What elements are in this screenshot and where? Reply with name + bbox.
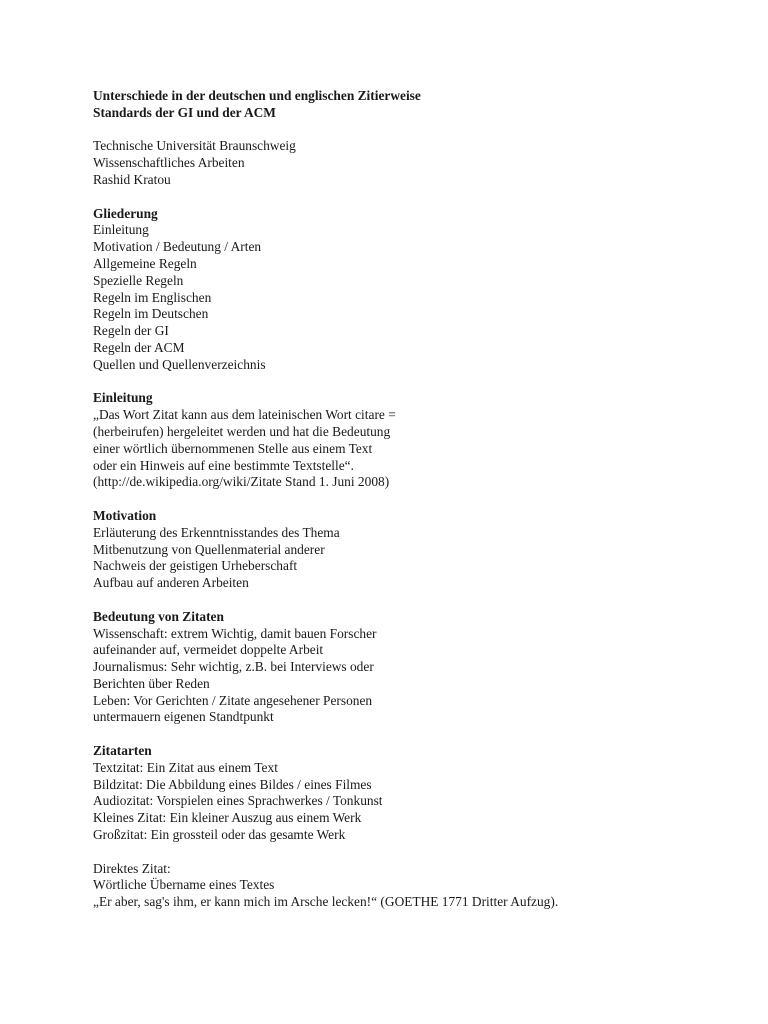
document-page bbox=[93, 88, 713, 911]
outline-item: Regeln im Deutschen bbox=[93, 306, 209, 322]
outline-item: Allgemeine Regeln bbox=[93, 255, 197, 271]
paragraph-line: Großzitat: Ein grossteil oder das gesamte Werk bbox=[93, 827, 346, 843]
spacer bbox=[93, 491, 713, 508]
paragraph-line: Wissenschaft: extrem Wichtig, damit bauen Forscher bbox=[93, 625, 377, 641]
document-title: Unterschiede in der deutschen und englischen Zitierweise bbox=[93, 88, 421, 103]
spacer bbox=[93, 122, 713, 139]
quote-example: „Er aber, sag's ihm, er kann mich im Arsche lecken!“ (GOETHE 1771 Dritter Aufzug). bbox=[93, 894, 559, 910]
paragraph-line: einer wörtlich übernommenen Stelle aus einem Text bbox=[93, 440, 373, 456]
spacer bbox=[93, 374, 713, 391]
outline-item: Regeln im Englischen bbox=[93, 289, 212, 305]
citation-source: (http://de.wikipedia.org/wiki/Zitate Stand 1. Juni 2008) bbox=[93, 474, 390, 490]
paragraph-line: Journalismus: Sehr wichtig, z.B. bei Interviews oder bbox=[93, 659, 374, 675]
spacer bbox=[93, 844, 713, 861]
paragraph-line: Leben: Vor Gerichten / Zitate angesehener Personen bbox=[93, 692, 373, 708]
paragraph-line: Kleines Zitat: Ein kleiner Auszug aus einem Werk bbox=[93, 810, 362, 826]
spacer bbox=[93, 726, 713, 743]
direktes-zitat-label: Direktes Zitat: bbox=[93, 860, 171, 876]
course-name: Wissenschaftliches Arbeiten bbox=[93, 155, 245, 171]
spacer bbox=[93, 592, 713, 609]
paragraph-line: Audiozitat: Vorspielen eines Sprachwerkes / Tonkunst bbox=[93, 793, 383, 809]
outline-item: Regeln der GI bbox=[93, 323, 169, 339]
paragraph-line: „Das Wort Zitat kann aus dem lateinischen Wort citare = bbox=[93, 407, 396, 423]
university-name: Technische Universität Braunschweig bbox=[93, 138, 296, 154]
paragraph-line: aufeinander auf, vermeidet doppelte Arbeit bbox=[93, 642, 324, 658]
section-heading-zitatarten: Zitatarten bbox=[93, 743, 152, 759]
paragraph-line: Mitbenutzung von Quellenmaterial anderer bbox=[93, 541, 325, 557]
outline-item: Spezielle Regeln bbox=[93, 272, 184, 288]
paragraph-line: oder ein Hinweis auf eine bestimmte Textstelle“. bbox=[93, 457, 354, 473]
paragraph-line: Textzitat: Ein Zitat aus einem Text bbox=[93, 759, 278, 775]
paragraph-line: Wörtliche Übername eines Textes bbox=[93, 877, 275, 893]
section-heading-gliederung: Gliederung bbox=[93, 205, 158, 221]
spacer bbox=[93, 189, 713, 206]
paragraph-line: (herbeirufen) hergeleitet werden und hat die Bedeutung bbox=[93, 423, 391, 439]
outline-item: Motivation / Bedeutung / Arten bbox=[93, 239, 262, 255]
section-heading-bedeutung: Bedeutung von Zitaten bbox=[93, 608, 224, 624]
paragraph-line: Berichten über Reden bbox=[93, 675, 210, 691]
paragraph-line: Nachweis der geistigen Urheberschaft bbox=[93, 558, 298, 574]
paragraph-line: Aufbau auf anderen Arbeiten bbox=[93, 575, 249, 591]
section-heading-motivation: Motivation bbox=[93, 507, 157, 523]
outline-item: Quellen und Quellenverzeichnis bbox=[93, 356, 266, 372]
paragraph-line: Erläuterung des Erkenntnisstandes des Thema bbox=[93, 524, 340, 540]
document-subtitle: Standards der GI und der ACM bbox=[93, 104, 276, 120]
outline-item: Regeln der ACM bbox=[93, 339, 185, 355]
section-heading-einleitung: Einleitung bbox=[93, 390, 153, 406]
paragraph-line: Bildzitat: Die Abbildung eines Bildes / eines Filmes bbox=[93, 776, 372, 792]
outline-item: Einleitung bbox=[93, 222, 149, 238]
paragraph-line: untermauern eigenen Standtpunkt bbox=[93, 709, 274, 725]
author-name: Rashid Kratou bbox=[93, 171, 171, 187]
